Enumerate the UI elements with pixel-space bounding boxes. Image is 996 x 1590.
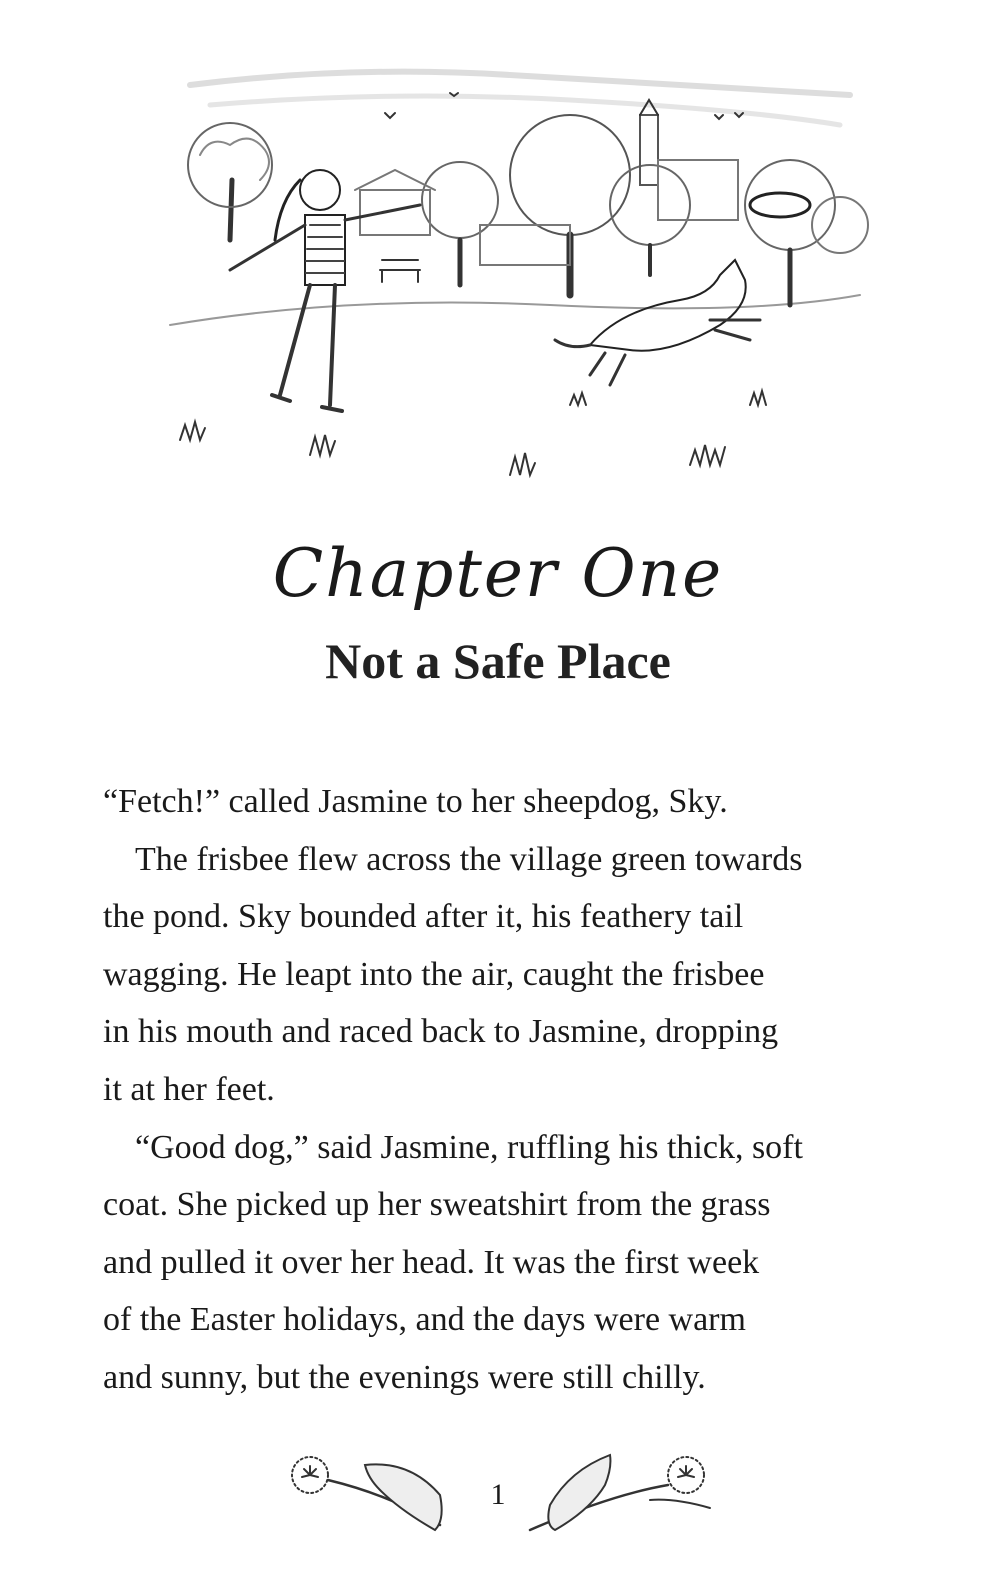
paragraph-line: coat. She picked up her sweatshirt from the grass — [103, 1186, 771, 1224]
chapter-body — [103, 773, 923, 1407]
paragraph-line: and pulled it over her head. It was the first week — [103, 1243, 760, 1281]
paragraph-line: and sunny, but the evenings were still chilly. — [103, 1358, 706, 1396]
paragraph-line: “Good dog,” said Jasmine, ruffling his thick, soft — [135, 1128, 803, 1166]
chapter-title: Not a Safe Place — [325, 633, 671, 689]
paragraph-line: wagging. He leapt into the air, caught the frisbee — [103, 955, 765, 993]
paragraph-line: in his mouth and raced back to Jasmine, dropping — [103, 1013, 779, 1051]
chapter-label: Chapter One — [272, 535, 724, 612]
paragraph-line: of the Easter holidays, and the days were warm — [103, 1301, 746, 1339]
paragraph-line: the pond. Sky bounded after it, his feathery tail — [103, 898, 744, 936]
paragraph-line: it at her feet. — [103, 1070, 275, 1108]
paragraph-line: The frisbee flew across the village green towards — [135, 840, 803, 878]
page-number: 1 — [490, 1478, 506, 1511]
chapter-illustration — [150, 55, 870, 495]
paragraph-line: “Fetch!” called Jasmine to her sheepdog, Sky. — [103, 783, 728, 820]
